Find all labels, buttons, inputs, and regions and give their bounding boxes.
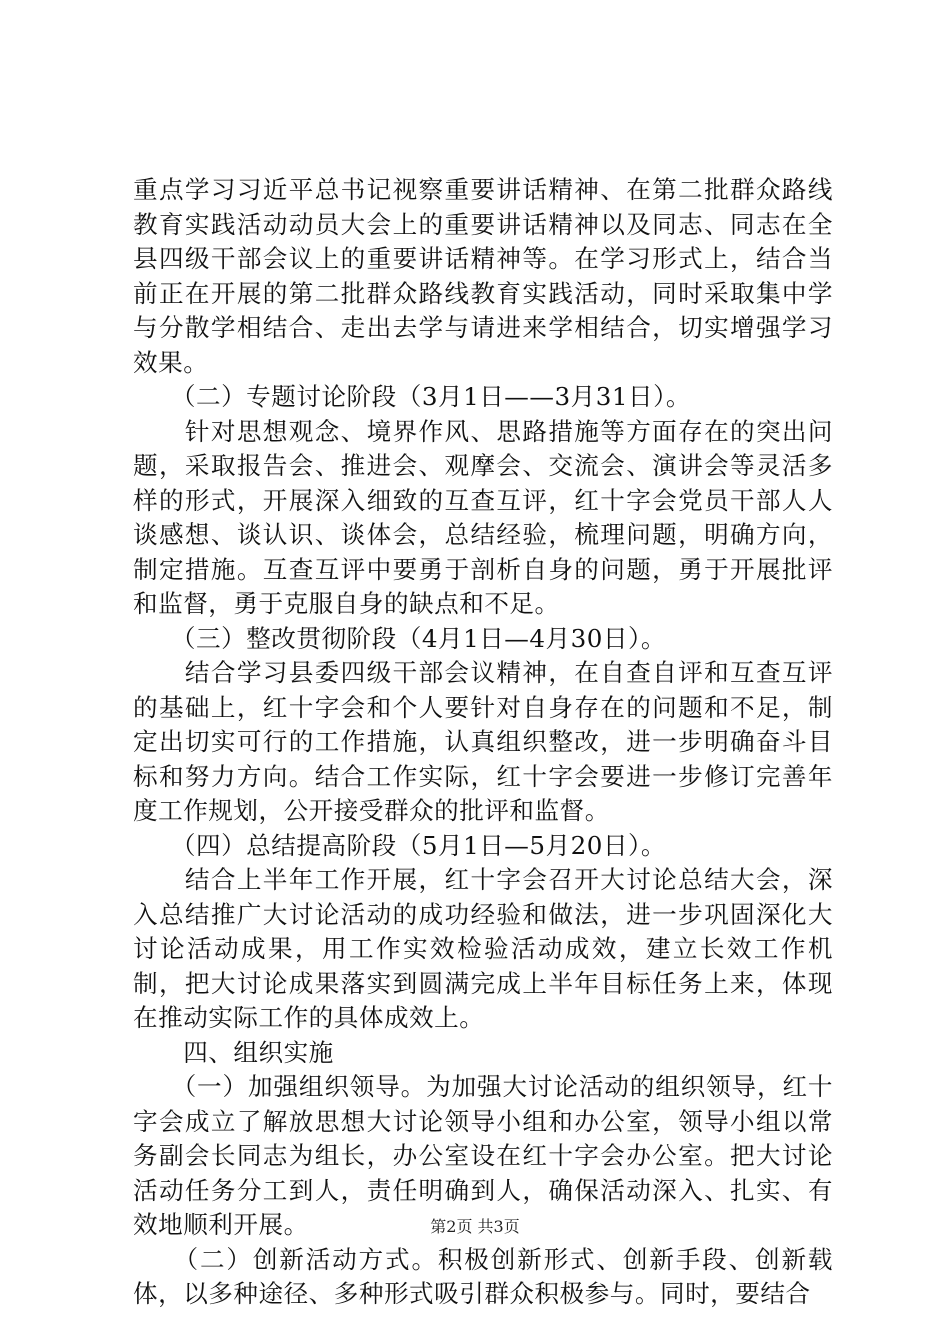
paragraph: 重点学习习近平总书记视察重要讲话精神、在第二批群众路线教育实践活动动员大会上的重要讲话精神以及同志、同志在全县四级干部会议上的重要讲话精神等。在学习形式上，结合当前正在开展的第二批群众路线教育实践活动，同时采取集中学与分散学相结合、走出去学与请进来学相结合，切实增强学习效果。 bbox=[133, 175, 833, 377]
paragraph: 结合上半年工作开展，红十字会召开大讨论总结大会，深入总结推广大讨论活动的成功经验和做法，进一步巩固深化大讨论活动成果，用工作实效检验活动成效，建立长效工作机制，把大讨论成果落实到圆满完成上半年目标任务上来，体现在推动实际工作的具体成效上。 bbox=[133, 865, 833, 1032]
section-heading: （三）整改贯彻阶段（4月1日—4月30日）。 bbox=[133, 623, 666, 653]
paragraph: 结合学习县委四级干部会议精神，在自查自评和互查互评的基础上，红十字会和个人要针对自身存在的问题和不足，制定出切实可行的工作措施，认真组织整改，进一步明确奋斗目标和努力方向。结合工作实际，红十字会要进一步修订完善年度工作规划，公开接受群众的批评和监督。 bbox=[133, 658, 833, 825]
page-number-footer: 第2页 共3页 bbox=[430, 1217, 520, 1236]
section-heading: （二）专题讨论阶段（3月1日——3月31日）。 bbox=[133, 382, 692, 411]
section-heading: （四）总结提高阶段（5月1日—5月20日）。 bbox=[133, 830, 666, 860]
paragraph: 针对思想观念、境界作风、思路措施等方面存在的突出问题，采取报告会、推进会、观摩会、交流会、演讲会等灵活多样的形式，开展深入细致的互查互评，红十字会党员干部人人谈感想、谈认识、谈体会，总结经验，梳理问题，明确方向，制定措施。互查互评中要勇于剖析自身的问题，勇于开展批评和监督，勇于克服自身的缺点和不足。 bbox=[133, 416, 833, 618]
chapter-heading: 四、组织实施 bbox=[133, 1037, 334, 1067]
paragraph: （二）创新活动方式。积极创新形式、创新手段、创新载体，以多种途径、多种形式吸引群众积极参与。同时，要结合 bbox=[133, 1244, 833, 1308]
paragraph: （一）加强组织领导。为加强大讨论活动的组织领导，红十字会成立了解放思想大讨论领导小组和办公室，领导小组以常务副会长同志为组长，办公室设在红十字会办公室。把大讨论活动任务分工到人，责任明确到人，确保活动深入、扎实、有效地顺利开展。 bbox=[133, 1072, 833, 1239]
document-body bbox=[133, 173, 833, 1312]
